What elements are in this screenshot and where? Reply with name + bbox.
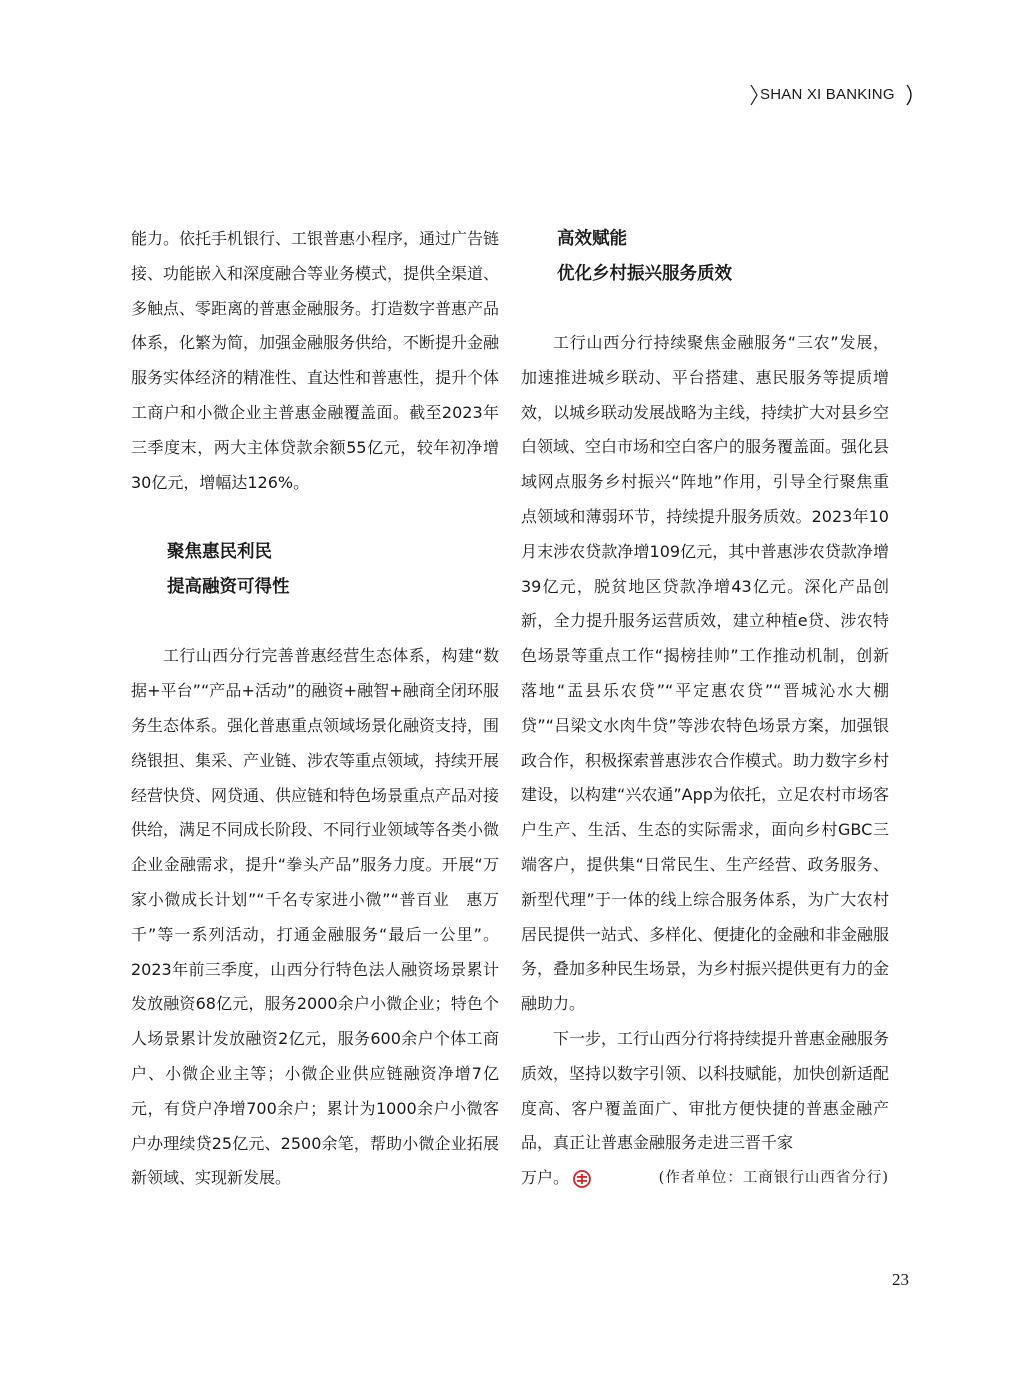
right-column: [521, 222, 889, 1196]
right-paragraph-1: 工行山西分行持续聚焦金融服务“三农”发展，加速推进城乡联动、平台搭建、惠民服务等提质增效，以城乡联动发展战略为主线，持续扩大对县乡空白领域、空白市场和空白客户的服务覆盖面。强化县域网点服务乡村振兴“阵地”作用，引导全行聚焦重点领域和薄弱环节，持续提升服务质效。2023年10月末涉农贷款净增109亿元，其中普惠涉农贷款净增39亿元，脱贫地区贷款净增43亿元。深化产品创新，全力提升服务运营质效，建立种植e贷、涉农特色场景等重点工作“揭榜挂帅”工作推动机制，创新落地“盂县乐农贷”“平定惠农贷”“晋城沁水大棚贷”“吕梁文水肉牛贷”等涉农特色场景方案，加强银政合作，积极探索普惠涉农合作模式。助力数字乡村建设，以构建“兴农通”App为依托，立足农村市场客户生产、生活、生态的实际需求，面向乡村GBC三端客户，提供集“日常民生、生产经营、政务服务、新型代理”于一体的线上综合服务体系，为广大农村居民提供一站式、多样化、便捷化的金融和非金融服务，叠加多种民生场景，为乡村振兴提供更有力的金融助力。: [521, 333, 890, 1014]
page-number: 23: [892, 1270, 909, 1289]
article-ending-line: [521, 1161, 889, 1196]
journal-header-tag: [750, 84, 916, 106]
author-affiliation: (作者单位：工商银行山西省分行): [658, 1170, 889, 1187]
right-section-heading-1: 高效赋能: [557, 229, 627, 249]
left-section-heading-1: 聚焦惠民利民: [167, 542, 272, 563]
right-bracket-icon: [906, 84, 916, 106]
circle-seal-icon: [573, 1170, 591, 1188]
left-section-heading-2: 提高融资可得性: [167, 577, 290, 598]
left-column: [131, 222, 499, 1196]
right-paragraph-2: 下一步，工行山西分行将持续提升普惠金融服务质效，坚持以数字引领、以科技赋能，加快创新适配度高、客户覆盖面广、审批方便快捷的普惠金融产品，真正让普惠金融服务走进三晋千家: [521, 1028, 890, 1153]
left-bracket-icon: [750, 84, 758, 106]
right-paragraph-2-tail: 万户。: [521, 1168, 570, 1188]
right-section-heading-2: 优化乡村振兴服务质效: [557, 264, 732, 284]
left-paragraph-2: 工行山西分行完善普惠经营生态体系，构建“数据+平台”“产品+活动”的融资+融智+融商全闭环服务生态体系。强化普惠重点领域场景化融资支持，围绕银担、集采、产业链、涉农等重点领域，持续开展经营快贷、网贷通、供应链和特色场景重点产品对接供给，满足不同成长阶段、不同行业领域等各类小微企业金融需求，提升“拳头产品”服务力度。开展“万家小微成长计划”“千名专家进小微”“普百业 惠万千”等一系列活动，打通金融服务“最后一公里”。2023年前三季度，山西分行特色法人融资场景累计发放融资68亿元，服务2000余户小微企业；特色个人场景累计发放融资2亿元，服务600余户个体工商户、小微企业主等；小微企业供应链融资净增7亿元，有贷户净增700余户；累计为1000余户小微客户办理续贷25亿元、2500余笔，帮助小微企业拓展新领域、实现新发展。: [131, 646, 500, 1188]
left-paragraph-1: 能力。依托手机银行、工银普惠小程序，通过广告链接、功能嵌入和深度融合等业务模式，提供全渠道、多触点、零距离的普惠金融服务。打造数字普惠产品体系，化繁为简，加强金融服务供给，不断提升金融服务实体经济的精准性、直达性和普惠性，提升个体工商户和小微企业主普惠金融覆盖面。截至2023年三季度末，两大主体贷款余额55亿元，较年初净增30亿元，增幅达126%。: [131, 229, 500, 492]
journal-name: SHAN XI BANKING: [760, 86, 895, 103]
